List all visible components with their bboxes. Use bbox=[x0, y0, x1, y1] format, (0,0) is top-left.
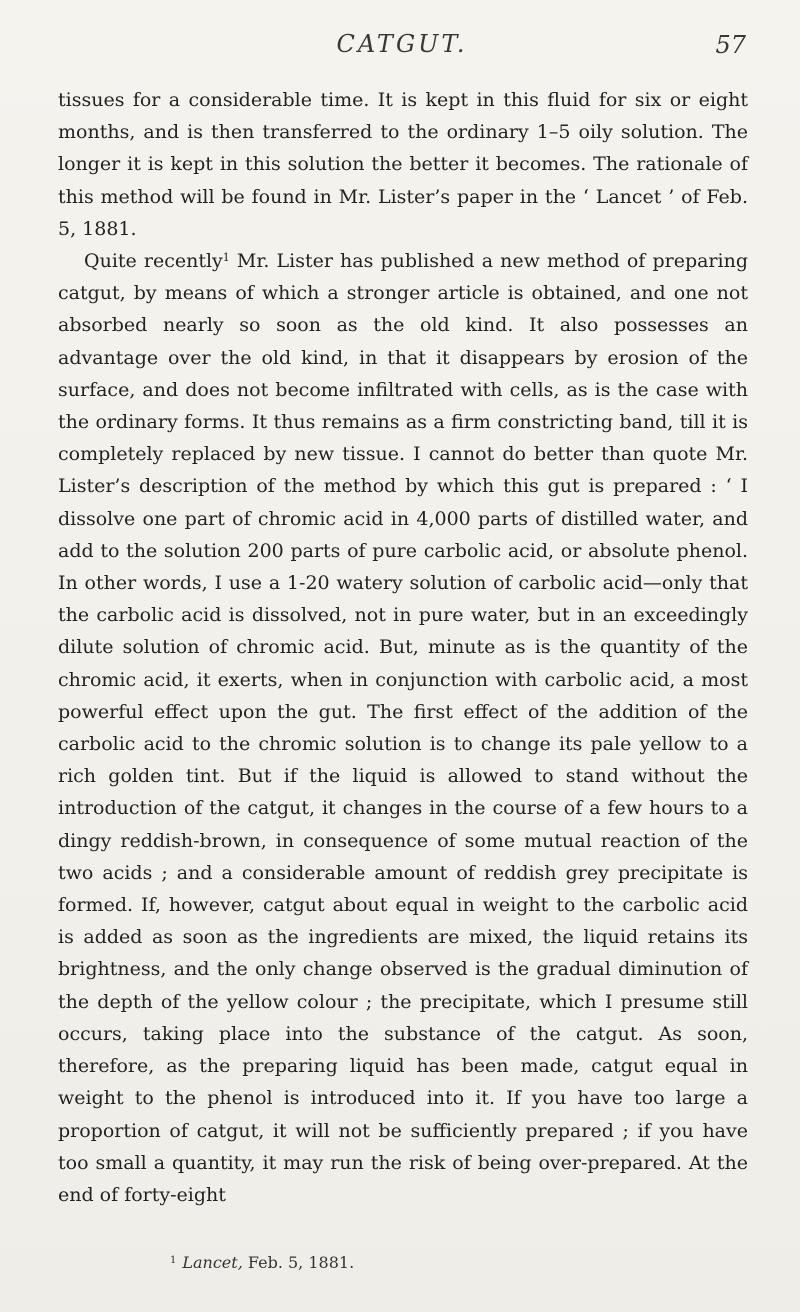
paragraph-1: tissues for a considerable time. It is kept in this fluid for six or eight months, and is then transferred to the ordinary 1–5 oily solution. The longer it is kept in this solution the better it becomes. The rationale of this method will be found in Mr. Lister’s paper in the ‘ Lancet ’ of Feb. 5, 1881. bbox=[58, 89, 748, 240]
body-text bbox=[58, 84, 748, 1211]
page-header bbox=[58, 30, 746, 64]
paragraph-2-start: Quite recently bbox=[84, 250, 223, 273]
footnote-mark: 1 bbox=[170, 1255, 177, 1266]
footnote-reference: 1 bbox=[222, 251, 230, 265]
page-number: 57 bbox=[715, 31, 746, 59]
running-title: CATGUT. bbox=[336, 30, 468, 58]
paragraph-2-text: Mr. Lister has published a new method of preparing catgut, by means of which a stronger article is obtained, and one not absorbed nearly so soon as the old kind. It also possesses an advantage over the old kind, in that it disappears by erosion of the surface, and does not become infiltrated with cells, as is the case with the ordinary forms. It thus remains as a firm constricting band, till it is completely replaced by new tissue. I cannot do better than quote Mr. Lister’s description of the method by which this gut is prepared : ‘ I dissolve one part of chromic acid in 4,000 parts of distilled water, and add to the solution 200 parts of pure carbolic acid, or absolute phenol. In other words, I use a 1-20 watery solution of carbolic acid—only that the carbolic acid is dissolved, not in pure water, but in an exceedingly dilute solution of chromic acid. But, minute as is the quantity of the chromic acid, it exerts, when in conjunction with carbolic acid, a most powerful effect upon the gut. The first effect of the addition of the carbolic acid to the chromic solution is to change its pale yellow to a rich golden tint. But if the liquid is allowed to stand without the introduction of the catgut, it changes in the course of a few hours to a dingy reddish-brown, in consequence of some mutual reaction of the two acids ; and a considerable amount of reddish grey precipitate is formed. If, however, catgut about equal in weight to the carbolic acid is added as soon as the ingredients are mixed, the liquid retains its brightness, and the only change observed is the gradual diminution of the depth of the yellow colour ; the precipitate, which I presume still occurs, taking place into the substance of the catgut. As soon, therefore, as the preparing liquid has been made, catgut equal in weight to the phenol is introduced into it. If you have too large a proportion of catgut, it will not be sufficiently prepared ; if you have too small a quantity, it may run the risk of being over-prepared. At the end of forty-eight bbox=[58, 250, 748, 1206]
paragraph-2 bbox=[58, 245, 748, 1211]
footnote-source: Lancet, bbox=[182, 1253, 243, 1272]
footnote bbox=[170, 1253, 354, 1272]
footnote-detail: Feb. 5, 1881. bbox=[242, 1253, 355, 1272]
